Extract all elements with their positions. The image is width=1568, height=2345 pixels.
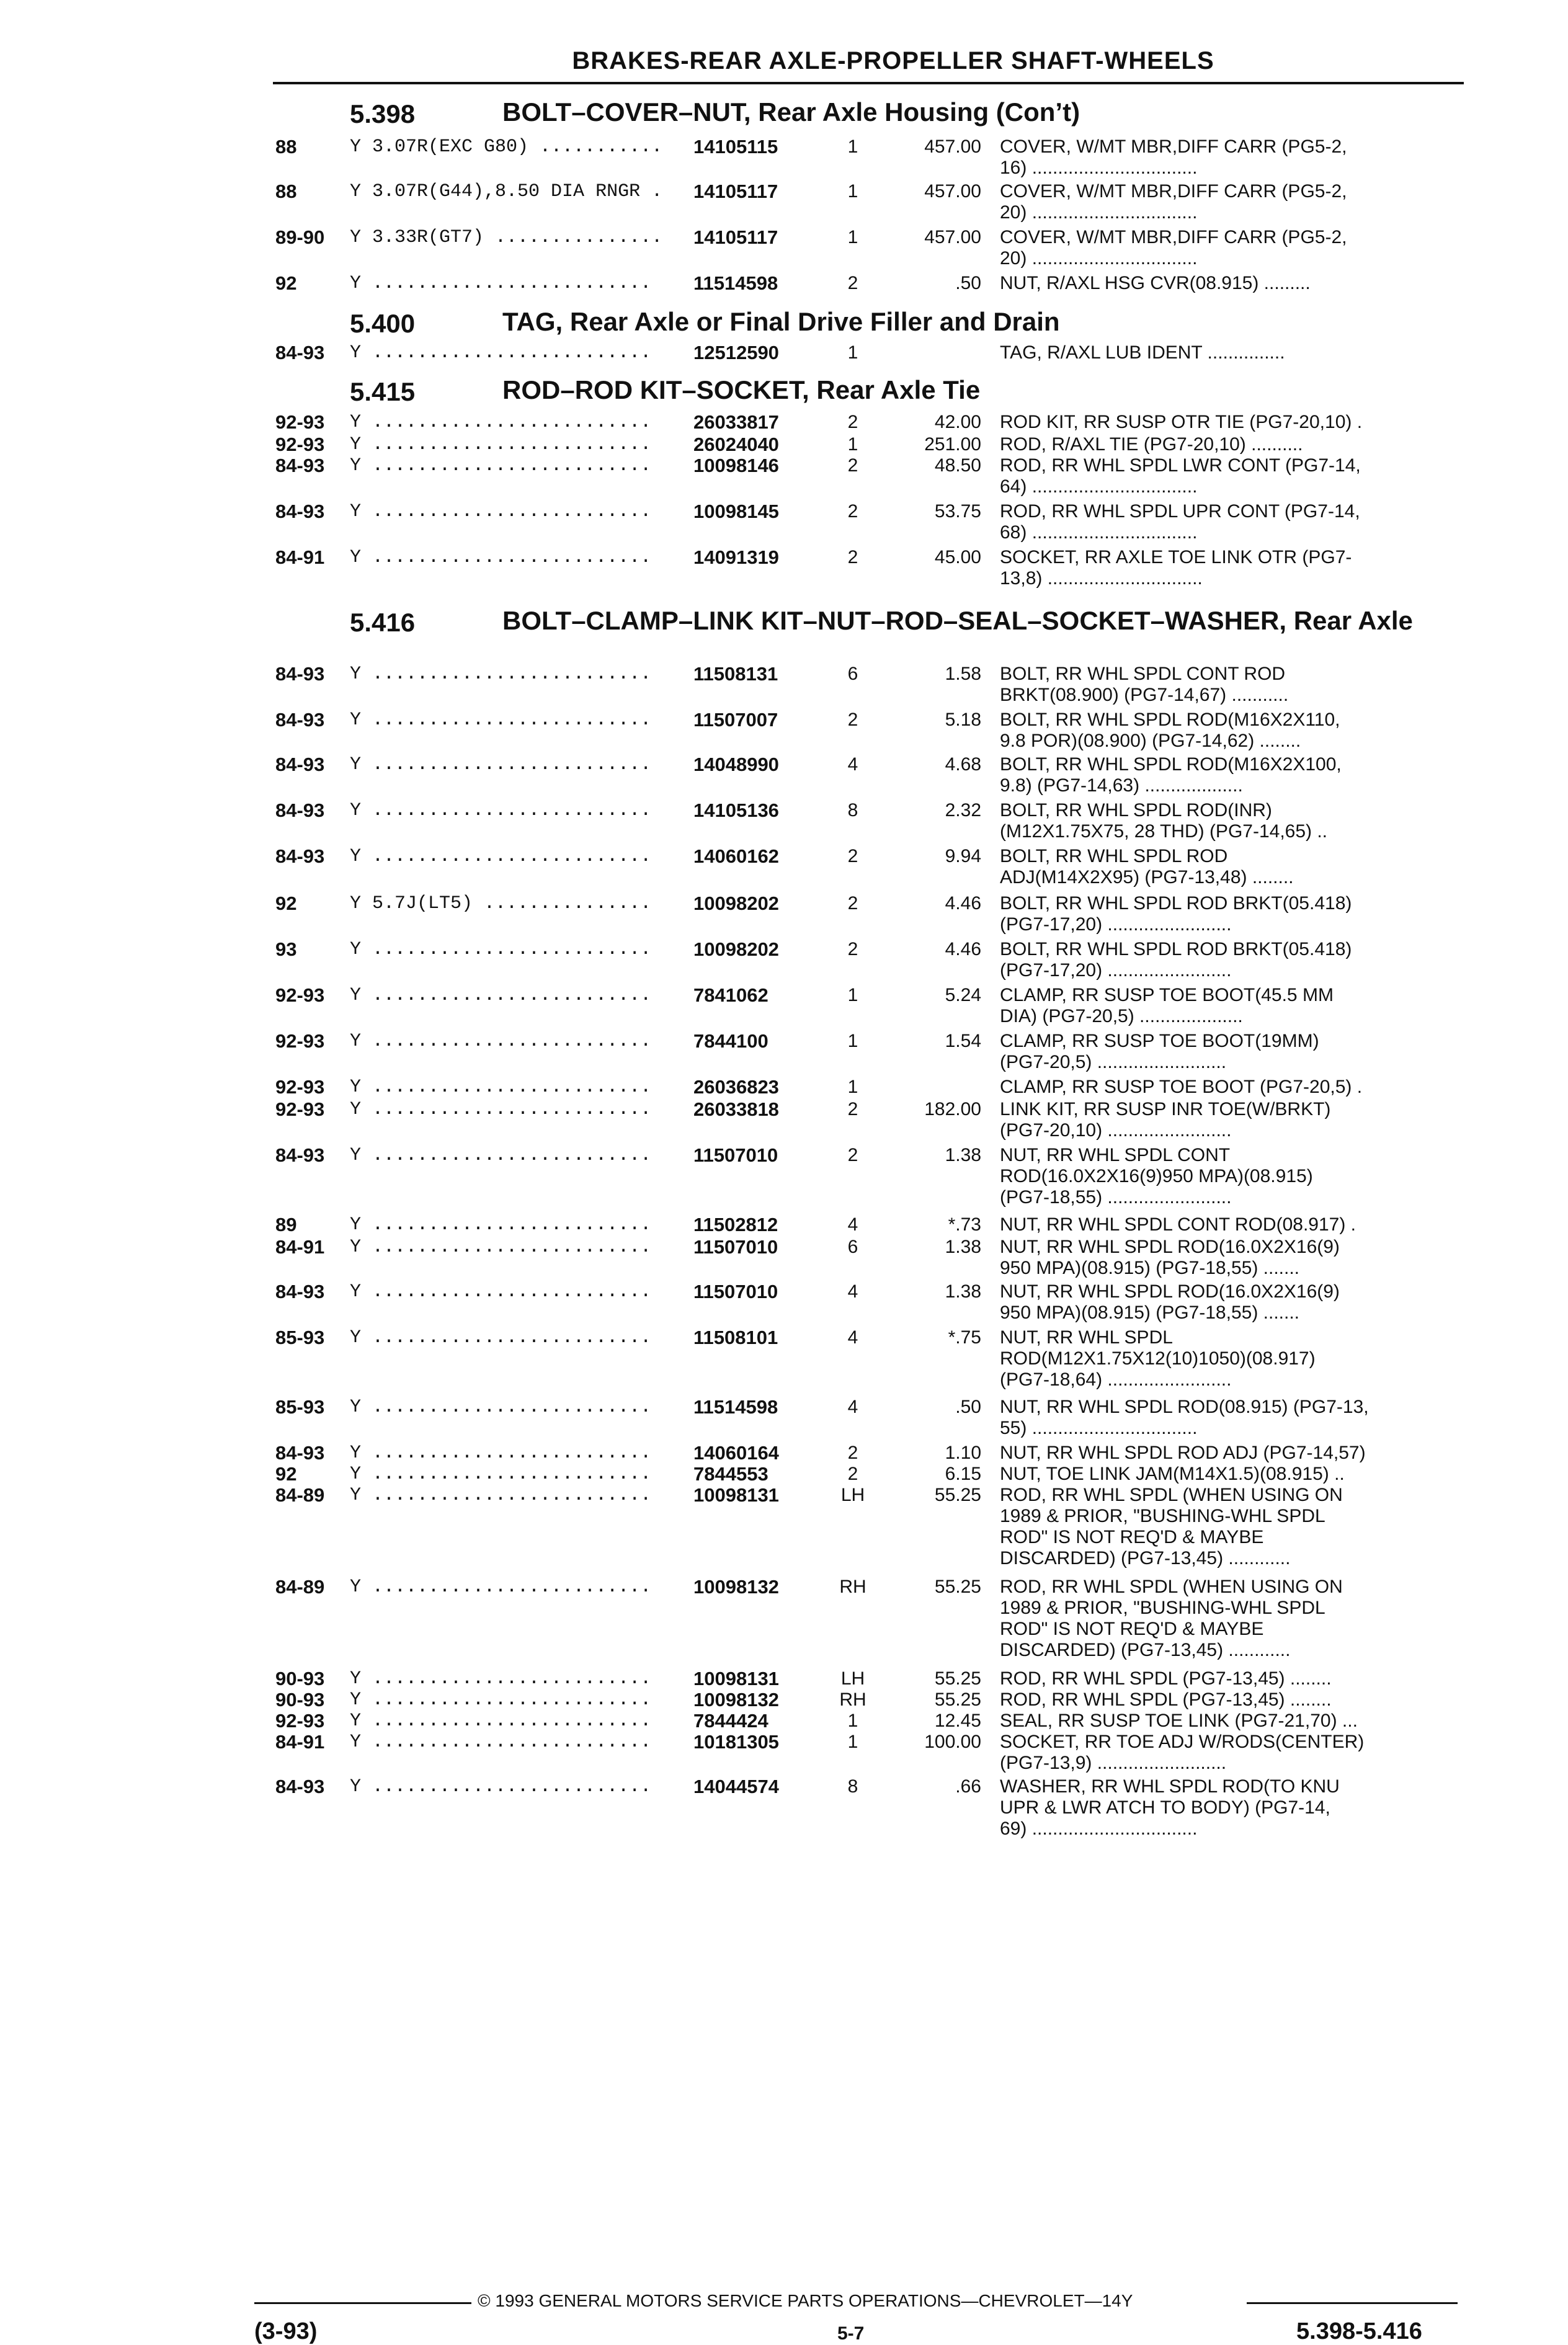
model-code: Y ......................... (350, 939, 652, 960)
quantity: 1 (847, 1031, 858, 1051)
price: *.73 (948, 1214, 981, 1235)
table-row (0, 1776, 1568, 1839)
model-code: Y ......................... (350, 985, 652, 1006)
description: CLAMP, RR SUSP TOE BOOT(45.5 MM DIA) (PG7-20,5) .................... (1000, 985, 1334, 1026)
description: BOLT, RR WHL SPDL ROD BRKT(05.418) (PG7-17,20) ........................ (1000, 939, 1352, 981)
part-number: 26033818 (693, 1098, 779, 1120)
model-year: 84-89 (275, 1484, 325, 1506)
part-number: 10098131 (693, 1484, 779, 1506)
quantity: 1 (847, 227, 858, 247)
price: 4.46 (945, 893, 981, 914)
description: NUT, RR WHL SPDL ROD(16.0X2X16(9) 950 MPA)(08.915) (PG7-18,55) ....... (1000, 1237, 1340, 1278)
description: ROD, RR WHL SPDL (PG7-13,45) ........ (1000, 1668, 1332, 1689)
model-code: Y ......................... (350, 846, 652, 867)
model-code: Y ......................... (350, 1464, 652, 1485)
table-row (0, 1731, 1568, 1773)
price: 45.00 (934, 547, 981, 567)
model-year: 84-93 (275, 342, 325, 363)
quantity: 2 (847, 412, 858, 432)
model-code: Y ......................... (350, 1281, 652, 1302)
price: 5.18 (945, 710, 981, 730)
price: 1.54 (945, 1031, 981, 1051)
description: NUT, R/AXL HSG CVR(08.915) ......... (1000, 273, 1311, 293)
model-year: 85-93 (275, 1396, 325, 1418)
model-year: 84-89 (275, 1576, 325, 1598)
section-title: ROD–ROD KIT–SOCKET, Rear Axle Tie (502, 375, 981, 404)
footer-date: (3-93) (254, 2318, 318, 2344)
quantity: 2 (847, 1464, 858, 1484)
model-code: Y ......................... (350, 1577, 652, 1598)
part-number: 7844424 (693, 1710, 768, 1732)
part-number: 14044574 (693, 1776, 779, 1797)
price: 457.00 (924, 181, 981, 202)
model-code: Y ......................... (350, 273, 652, 294)
part-number: 14060164 (693, 1442, 779, 1464)
model-year: 90-93 (275, 1689, 325, 1711)
part-number: 26024040 (693, 434, 779, 455)
model-year: 93 (275, 938, 297, 960)
title-rule (273, 82, 1464, 84)
model-year: 90-93 (275, 1668, 325, 1689)
model-year: 88 (275, 180, 297, 202)
part-number: 7844553 (693, 1463, 768, 1485)
model-year: 84-93 (275, 1776, 325, 1797)
quantity: 6 (847, 1237, 858, 1257)
footer-page-number: 5-7 (837, 2323, 865, 2344)
footer-rule (1247, 2302, 1458, 2304)
quantity: 2 (847, 273, 858, 293)
model-year: 84-93 (275, 754, 325, 775)
model-year: 92 (275, 272, 297, 294)
description: NUT, RR WHL SPDL ROD ADJ (PG7-14,57) (1000, 1443, 1366, 1463)
price: 55.25 (934, 1485, 981, 1505)
description: COVER, W/MT MBR,DIFF CARR (PG5-2, 20) ................................ (1000, 181, 1347, 223)
model-code: Y ......................... (350, 342, 652, 363)
quantity: 6 (847, 664, 858, 684)
table-row (0, 1281, 1568, 1323)
section-number: 5.400 (350, 309, 416, 338)
description: COVER, W/MT MBR,DIFF CARR (PG5-2, 16) ................................ (1000, 136, 1347, 178)
price: 48.50 (934, 455, 981, 476)
part-number: 11508101 (693, 1327, 778, 1348)
part-number: 11508131 (693, 663, 778, 685)
table-row (0, 799, 1568, 842)
model-code: Y ......................... (350, 455, 652, 476)
model-year: 92-93 (275, 1076, 325, 1098)
quantity: 2 (847, 1099, 858, 1119)
model-code: Y ......................... (350, 501, 652, 522)
description: NUT, RR WHL SPDL CONT ROD(16.0X2X16(9)950 MPA)(08.915) (PG7-18,55) ........................ (1000, 1145, 1313, 1208)
table-row (0, 273, 1568, 294)
model-year: 84-93 (275, 1281, 325, 1302)
table-row (0, 412, 1568, 433)
model-code: Y ......................... (350, 800, 652, 821)
part-number: 7844100 (693, 1030, 768, 1052)
model-code: Y ......................... (350, 1031, 652, 1052)
model-year: 92-93 (275, 1098, 325, 1120)
table-row (0, 663, 1568, 705)
quantity: 1 (847, 181, 858, 202)
price: 4.46 (945, 939, 981, 959)
model-year: 84-93 (275, 455, 325, 476)
part-number: 14105117 (693, 226, 778, 248)
model-year: 92-93 (275, 411, 325, 433)
quantity: 2 (847, 501, 858, 522)
part-number: 10181305 (693, 1731, 779, 1753)
price: 55.25 (934, 1689, 981, 1710)
model-code: Y 3.33R(GT7) ............... (350, 227, 663, 248)
quantity: 2 (847, 939, 858, 959)
footer-rule (254, 2302, 471, 2304)
model-code: Y ......................... (350, 664, 652, 685)
part-number: 14105117 (693, 180, 778, 202)
price: 1.38 (945, 1281, 981, 1302)
price: .50 (955, 273, 981, 293)
table-row (0, 845, 1568, 888)
part-number: 10098131 (693, 1668, 779, 1689)
table-row (0, 1030, 1568, 1072)
quantity: 1 (847, 1077, 858, 1097)
table-row (0, 1396, 1568, 1438)
model-code: Y ......................... (350, 412, 652, 433)
description: SOCKET, RR AXLE TOE LINK OTR (PG7- 13,8) .............................. (1000, 547, 1352, 589)
part-number: 14091319 (693, 546, 779, 568)
model-year: 85-93 (275, 1327, 325, 1348)
quantity: RH (839, 1577, 866, 1597)
part-number: 14060162 (693, 845, 779, 867)
description: BOLT, RR WHL SPDL ROD(INR) (M12X1.75X75, 28 THD) (PG7-14,65) .. (1000, 800, 1328, 842)
part-number: 10098132 (693, 1576, 779, 1598)
section-number: 5.398 (350, 99, 416, 128)
table-row (0, 342, 1568, 363)
model-code: Y ......................... (350, 1776, 652, 1797)
price: 457.00 (924, 227, 981, 247)
price: 251.00 (924, 434, 981, 455)
quantity: 4 (847, 1327, 858, 1348)
model-year: 84-93 (275, 845, 325, 867)
price: *.75 (948, 1327, 981, 1348)
quantity: 4 (847, 1281, 858, 1302)
model-code: Y ......................... (350, 1668, 652, 1689)
model-code: Y ......................... (350, 1485, 652, 1506)
part-number: 11507010 (693, 1144, 778, 1166)
table-row (0, 434, 1568, 455)
price: 182.00 (924, 1099, 981, 1119)
table-row (0, 1214, 1568, 1235)
table-row (0, 754, 1568, 796)
table-row (0, 1327, 1568, 1390)
model-code: Y ......................... (350, 547, 652, 568)
part-number: 11507010 (693, 1281, 778, 1302)
price: 53.75 (934, 501, 981, 522)
part-number: 14048990 (693, 754, 779, 775)
model-code: Y ......................... (350, 1689, 652, 1711)
description: TAG, R/AXL LUB IDENT ............... (1000, 342, 1285, 363)
price: .50 (955, 1397, 981, 1417)
model-code: Y ......................... (350, 1397, 652, 1418)
price: .66 (955, 1776, 981, 1797)
page-title: BRAKES-REAR AXLE-PROPELLER SHAFT-WHEELS (572, 47, 1214, 74)
table-row (0, 1576, 1568, 1660)
price: 1.58 (945, 664, 981, 684)
price: 100.00 (924, 1732, 981, 1752)
model-code: Y ......................... (350, 1214, 652, 1235)
description: SOCKET, RR TOE ADJ W/RODS(CENTER) (PG7-13,9) ......................... (1000, 1732, 1365, 1773)
model-code: Y ......................... (350, 1327, 652, 1348)
model-year: 84-91 (275, 546, 325, 568)
section-heading (0, 377, 1568, 408)
table-row (0, 984, 1568, 1026)
model-year: 92-93 (275, 1710, 325, 1732)
description: ROD, RR WHL SPDL LWR CONT (PG7-14, 64) ................................ (1000, 455, 1361, 497)
model-year: 84-91 (275, 1731, 325, 1753)
quantity: 2 (847, 455, 858, 476)
price: 1.10 (945, 1443, 981, 1463)
price: 1.38 (945, 1237, 981, 1257)
description: CLAMP, RR SUSP TOE BOOT (PG7-20,5) . (1000, 1077, 1363, 1097)
table-row (0, 1144, 1568, 1208)
section-title: BOLT–CLAMP–LINK KIT–NUT–ROD–SEAL–SOCKET–WASHER, Rear Axle (502, 606, 1413, 635)
table-row (0, 180, 1568, 223)
price: 55.25 (934, 1668, 981, 1689)
description: BOLT, RR WHL SPDL ROD ADJ(M14X2X95) (PG7-13,48) ........ (1000, 846, 1294, 888)
quantity: RH (839, 1689, 866, 1710)
part-number: 26036823 (693, 1076, 779, 1098)
part-number: 14105136 (693, 799, 779, 821)
price: 457.00 (924, 136, 981, 157)
model-code: Y 3.07R(EXC G80) ........... (350, 136, 663, 158)
quantity: 4 (847, 1214, 858, 1235)
price: 2.32 (945, 800, 981, 821)
price: 1.38 (945, 1145, 981, 1165)
description: COVER, W/MT MBR,DIFF CARR (PG5-2, 20) ................................ (1000, 227, 1347, 269)
table-row (0, 1098, 1568, 1141)
part-number: 26033817 (693, 411, 779, 433)
model-code: Y ......................... (350, 1077, 652, 1098)
model-code: Y ......................... (350, 1145, 652, 1166)
description: ROD, RR WHL SPDL UPR CONT (PG7-14, 68) ................................ (1000, 501, 1360, 543)
quantity: LH (840, 1668, 865, 1689)
description: CLAMP, RR SUSP TOE BOOT(19MM) (PG7-20,5) ......................... (1000, 1031, 1319, 1072)
model-year: 89-90 (275, 226, 325, 248)
part-number: 7841062 (693, 984, 768, 1006)
description: BOLT, RR WHL SPDL ROD BRKT(05.418) (PG7-17,20) ........................ (1000, 893, 1352, 935)
model-year: 92-93 (275, 434, 325, 455)
model-code: Y 3.07R(G44),8.50 DIA RNGR . (350, 181, 663, 202)
table-row (0, 1484, 1568, 1569)
model-year: 92 (275, 1463, 297, 1485)
quantity: 2 (847, 710, 858, 730)
part-number: 11507010 (693, 1236, 778, 1258)
model-code: Y ......................... (350, 434, 652, 455)
table-row (0, 546, 1568, 589)
part-number: 14105115 (693, 136, 778, 158)
model-code: Y ......................... (350, 710, 652, 731)
part-number: 12512590 (693, 342, 779, 363)
table-row (0, 226, 1568, 269)
quantity: 8 (847, 1776, 858, 1797)
section-heading (0, 608, 1568, 664)
part-number: 10098132 (693, 1689, 779, 1711)
model-code: Y ......................... (350, 754, 652, 775)
description: ROD KIT, RR SUSP OTR TIE (PG7-20,10) . (1000, 412, 1363, 432)
model-year: 92-93 (275, 984, 325, 1006)
model-year: 84-93 (275, 1442, 325, 1464)
model-year: 84-93 (275, 663, 325, 685)
model-year: 92-93 (275, 1030, 325, 1052)
table-row (0, 709, 1568, 751)
description: NUT, RR WHL SPDL CONT ROD(08.917) . (1000, 1214, 1356, 1235)
quantity: 4 (847, 754, 858, 775)
footer-section-range: 5.398-5.416 (1296, 2318, 1422, 2344)
description: SEAL, RR SUSP TOE LINK (PG7-21,70) ... (1000, 1711, 1358, 1731)
section-heading (0, 99, 1568, 130)
description: ROD, R/AXL TIE (PG7-20,10) .......... (1000, 434, 1303, 455)
part-number: 11507007 (693, 709, 778, 731)
model-code: Y ......................... (350, 1732, 652, 1753)
model-year: 92 (275, 892, 297, 914)
description: NUT, RR WHL SPDL ROD(16.0X2X16(9) 950 MPA)(08.915) (PG7-18,55) ....... (1000, 1281, 1340, 1323)
description: ROD, RR WHL SPDL (WHEN USING ON 1989 & PRIOR, "BUSHING-WHL SPDL ROD" IS NOT REQ'D & MAYBE DISCARDED) (PG7-13,45) ............ (1000, 1577, 1343, 1660)
section-heading (0, 309, 1568, 340)
table-row (0, 1711, 1568, 1732)
section-number: 5.416 (350, 608, 416, 637)
quantity: 4 (847, 1397, 858, 1417)
part-number: 10098202 (693, 938, 779, 960)
quantity: 1 (847, 434, 858, 455)
model-year: 84-93 (275, 709, 325, 731)
model-code: Y ......................... (350, 1099, 652, 1120)
quantity: 1 (847, 1732, 858, 1752)
table-row (0, 1077, 1568, 1098)
part-number: 11514598 (693, 1396, 778, 1418)
table-row (0, 892, 1568, 935)
quantity: 1 (847, 342, 858, 363)
footer-copyright: © 1993 GENERAL MOTORS SERVICE PARTS OPERATIONS—CHEVROLET—14Y (478, 2291, 1133, 2310)
quantity: 8 (847, 800, 858, 821)
quantity: LH (840, 1485, 865, 1505)
quantity: 2 (847, 1145, 858, 1165)
model-year: 84-93 (275, 1144, 325, 1166)
quantity: 2 (847, 1443, 858, 1463)
price: 5.24 (945, 985, 981, 1005)
description: BOLT, RR WHL SPDL ROD(M16X2X110, 9.8 POR)(08.900) (PG7-14,62) ........ (1000, 710, 1340, 751)
price: 55.25 (934, 1577, 981, 1597)
quantity: 2 (847, 547, 858, 567)
quantity: 2 (847, 846, 858, 866)
part-number: 11502812 (693, 1214, 778, 1235)
model-code: Y ......................... (350, 1711, 652, 1732)
table-row (0, 136, 1568, 178)
quantity: 2 (847, 893, 858, 914)
description: BOLT, RR WHL SPDL ROD(M16X2X100, 9.8) (PG7-14,63) ................... (1000, 754, 1342, 796)
description: NUT, TOE LINK JAM(M14X1.5)(08.915) .. (1000, 1464, 1345, 1484)
model-year: 89 (275, 1214, 297, 1235)
table-row (0, 1689, 1568, 1711)
description: ROD, RR WHL SPDL (WHEN USING ON 1989 & PRIOR, "BUSHING-WHL SPDL ROD" IS NOT REQ'D & MAYBE DISCARDED) (PG7-13,45) ............ (1000, 1485, 1343, 1569)
section-number: 5.415 (350, 377, 416, 406)
part-number: 10098145 (693, 501, 779, 522)
description: LINK KIT, RR SUSP INR TOE(W/BRKT) (PG7-20,10) ........................ (1000, 1099, 1331, 1141)
description: ROD, RR WHL SPDL (PG7-13,45) ........ (1000, 1689, 1332, 1710)
description: NUT, RR WHL SPDL ROD(08.915) (PG7-13, 55) ................................ (1000, 1397, 1369, 1438)
model-code: Y 5.7J(LT5) ............... (350, 893, 652, 914)
description: WASHER, RR WHL SPDL ROD(TO KNU UPR & LWR ATCH TO BODY) (PG7-14, 69) ................................ (1000, 1776, 1340, 1839)
quantity: 1 (847, 1711, 858, 1731)
price: 9.94 (945, 846, 981, 866)
table-row (0, 501, 1568, 543)
price: 4.68 (945, 754, 981, 775)
model-year: 88 (275, 136, 297, 158)
price: 12.45 (934, 1711, 981, 1731)
section-title: TAG, Rear Axle or Final Drive Filler and Drain (502, 307, 1060, 336)
price: 6.15 (945, 1464, 981, 1484)
table-row (0, 1443, 1568, 1464)
model-year: 84-93 (275, 799, 325, 821)
table-row (0, 938, 1568, 981)
model-year: 84-91 (275, 1236, 325, 1258)
model-code: Y ......................... (350, 1443, 652, 1464)
part-number: 10098202 (693, 892, 779, 914)
table-row (0, 455, 1568, 497)
description: NUT, RR WHL SPDL ROD(M12X1.75X12(10)1050)(08.917) (PG7-18,64) ........................ (1000, 1327, 1316, 1390)
section-title: BOLT–COVER–NUT, Rear Axle Housing (Con’t) (502, 97, 1080, 127)
quantity: 1 (847, 136, 858, 157)
model-year: 84-93 (275, 501, 325, 522)
price: 42.00 (934, 412, 981, 432)
quantity: 1 (847, 985, 858, 1005)
table-row (0, 1668, 1568, 1689)
description: BOLT, RR WHL SPDL CONT ROD BRKT(08.900) (PG7-14,67) ........... (1000, 664, 1289, 705)
part-number: 10098146 (693, 455, 779, 476)
model-code: Y ......................... (350, 1237, 652, 1258)
part-number: 11514598 (693, 272, 778, 294)
table-row (0, 1236, 1568, 1278)
table-row (0, 1464, 1568, 1485)
